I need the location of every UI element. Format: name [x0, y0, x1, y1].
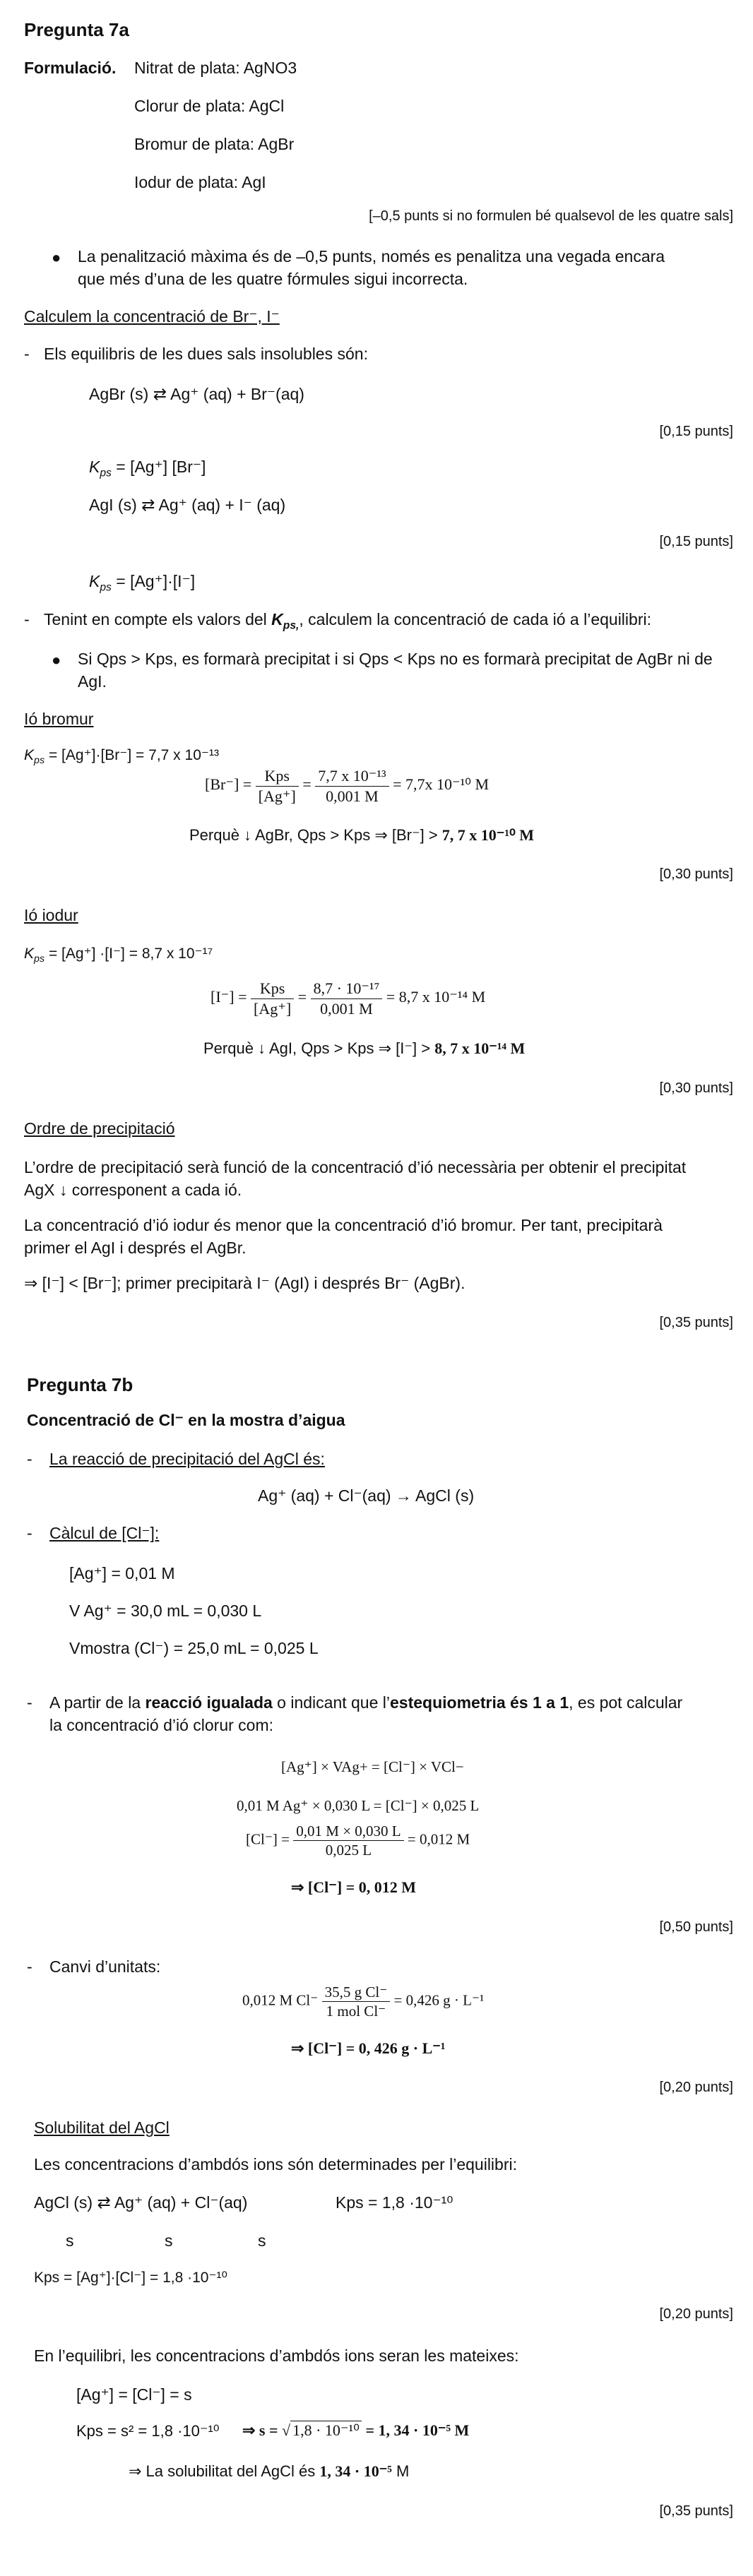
dash-marker: -: [27, 1524, 32, 1542]
order-paragraph-line: primer el AgI i després el AgBr.: [24, 1239, 247, 1257]
subtitle-7b: Concentració de Cl⁻ en la mostra d’aigua: [27, 1411, 345, 1429]
units-heading: Canvi d’unitats:: [49, 1957, 161, 1976]
points-label: [0,35 punts]: [659, 2503, 733, 2519]
order-paragraph-line: La concentració d’ió iodur és menor que la concentració d’ió bromur. Per tant, precipitarà: [24, 1216, 663, 1234]
equilibrium-intro: En l’equilibri, les concentracions d’ambdós ions seran les mateixes:: [34, 2347, 519, 2365]
equation-agi: AgI (s) ⇄ Ag⁺ (aq) + I⁻ (aq): [89, 496, 286, 514]
ag-volume: V Ag⁺ = 30,0 mL = 0,030 L: [69, 1602, 262, 1620]
formula-item: Clorur de plata: AgCl: [134, 97, 285, 115]
units-calculation: 0,012 M Cl⁻ $\frac{\text{35,5 g Cl⁻}}{\text{1 mol Cl⁻}}$ = 0,426 g · L⁻¹: [242, 1984, 485, 2020]
formula-item: Iodur de plata: AgI: [134, 173, 266, 191]
dash-marker: -: [27, 1693, 32, 1712]
section-heading: Solubilitat del AgCl: [34, 2118, 170, 2137]
dash-marker: -: [27, 1957, 32, 1976]
points-label: [0,15 punts]: [659, 424, 733, 439]
kps-agi-expression: $K_{ps} = [Ag^+]\cdot[I^-]$: [89, 572, 196, 594]
s-label: s: [258, 2231, 266, 2250]
q-condition-line: AgI.: [78, 672, 107, 691]
kps-agbr-expression: $K_{ps} = [Ag^+]$ [Br⁻]: [89, 458, 206, 479]
order-conclusion: ⇒ [I⁻] < [Br⁻]; primer precipitarà I⁻ (AgI) i després Br⁻ (AgBr).: [24, 1274, 466, 1292]
br-calculation: [Br⁻] = $\frac{\text{Kps}}{[Ag^+]}$ = $\frac{\text{7,7 x 10⁻¹³}}{0,001 M}$ = 7,7x 10⁻¹⁰ M: [205, 767, 490, 805]
points-label: [0,30 punts]: [659, 866, 733, 882]
penalty-text-line: La penalització màxima és de –0,5 punts, només es penalitza una vegada encara: [78, 247, 665, 266]
points-label: [0,50 punts]: [659, 1919, 733, 1935]
equation-c: [Cl⁻] = $\frac{0,01 M \times 0,030 L}{0,025 L}$ = 0,012 M: [246, 1823, 470, 1859]
section-heading: La reacció de precipitació del AgCl és:: [49, 1450, 325, 1468]
points-label: [0,30 punts]: [659, 1080, 733, 1096]
formula-item: Bromur de plata: AgBr: [134, 135, 295, 153]
equation-agbr: AgBr (s) ⇄ Ag⁺ (aq) + Br⁻(aq): [89, 385, 304, 403]
order-paragraph-line: AgX ↓ corresponent a cada ió.: [24, 1181, 242, 1199]
kps-squared: Kps = s² = 1,8 ·10⁻¹⁰: [76, 2422, 220, 2440]
s-label: s: [165, 2231, 173, 2250]
solubility-conclusion: ⇒ La solubilitat del AgCl és 1, 34 · 10⁻⁵ M: [129, 2462, 410, 2480]
dash-marker: -: [27, 1450, 32, 1468]
order-paragraph-line: L’ordre de precipitació serà funció de la concentració d’ió necessària per obtenir el precipitat: [24, 1158, 687, 1176]
sample-volume: Vmostra (Cl⁻) = 25,0 mL = 0,025 L: [69, 1639, 319, 1657]
equal-concentrations: [Ag⁺] = [Cl⁻] = s: [76, 2385, 192, 2404]
penalty-note: [–0,5 punts si no formulen bé qualsevol de les quatre sals]: [369, 208, 733, 224]
points-label: [0,15 punts]: [659, 534, 733, 549]
precipitation-reaction: Ag⁺ (aq) + Cl⁻(aq) → AgCl (s): [258, 1486, 475, 1505]
section-heading: Ió iodur: [24, 906, 78, 924]
bullet-icon: ●: [52, 651, 61, 669]
dash-marker: -: [24, 610, 30, 628]
solubility-equilibrium: AgCl (s) ⇄ Ag⁺ (aq) + Cl⁻(aq): [34, 2193, 248, 2212]
kps-i-line: $K_{ps} = [Ag^+] \cdot[I^-] = 8,7$ x 10⁻¹⁷: [24, 946, 213, 965]
points-label: [0,20 punts]: [659, 2306, 733, 2322]
title-7a: Pregunta 7a: [24, 19, 129, 40]
solubility-kps-expression: Kps = [Ag⁺]·[Cl⁻] = 1,8 ·10⁻¹⁰: [34, 2270, 227, 2286]
kps-intro: Tenint en compte els valors del $K_{ps,}$, calculem la concentració de cada ió a l’equilibri:: [44, 610, 651, 632]
equation-a: [Ag⁺] × VAg+ = [Cl⁻] × VCl−: [281, 1758, 464, 1775]
equation-b: 0,01 M Ag⁺ × 0,030 L = [Cl⁻] × 0,025 L: [237, 1797, 480, 1814]
dash-marker: -: [24, 345, 30, 363]
points-label: [0,35 punts]: [659, 1315, 733, 1330]
section-heading: Calculem la concentració de Br⁻, I⁻: [24, 307, 280, 326]
section-heading: Càlcul de [Cl⁻]:: [49, 1524, 160, 1542]
br-conclusion: Perquè ↓ AgBr, Qps > Kps ⇒ [Br⁻] > 7, 7 x 10⁻¹⁰ M: [189, 826, 535, 844]
ag-concentration: [Ag⁺] = 0,01 M: [69, 1564, 175, 1582]
solubility-kps-value: Kps = 1,8 ·10⁻¹⁰: [336, 2193, 453, 2212]
title-7b: Pregunta 7b: [27, 1374, 134, 1395]
equation-d: ⇒ [Cl⁻] = 0, 012 M: [291, 1878, 416, 1896]
equilibria-intro: Els equilibris de les dues sals insolubles són:: [44, 345, 368, 363]
kps-br-line: $K_{ps} = [Ag^+]\cdot[Br^-] = 7,7$ x 10⁻¹³: [24, 747, 219, 767]
points-label: [0,20 punts]: [659, 2080, 733, 2095]
i-conclusion: Perquè ↓ AgI, Qps > Kps ⇒ [I⁻] > 8, 7 x 10⁻¹⁴ M: [203, 1039, 526, 1057]
stoichiometry-line: A partir de la reacció igualada o indicant que l’estequiometria és 1 a 1, es pot calcular: [49, 1693, 683, 1712]
bullet-icon: ●: [52, 249, 61, 266]
formula-item: Nitrat de plata: AgNO3: [134, 59, 297, 77]
units-result: ⇒ [Cl⁻] = 0, 426 g · L⁻¹: [291, 2039, 446, 2057]
section-heading: Ordre de precipitació: [24, 1119, 175, 1138]
section-heading: Ió bromur: [24, 710, 94, 728]
q-condition-line: Si Qps > Kps, es formarà precipitat i si Qps < Kps no es formarà precipitat de AgBr ni de: [78, 650, 713, 668]
penalty-text-line: que més d’una de les quatre fórmules sigui incorrecta.: [78, 270, 468, 288]
s-label: s: [66, 2231, 74, 2250]
formulation-label: Formulació.: [24, 59, 117, 77]
s-calculation: ⇒ s = √ 1,8 · 10⁻¹⁰ = 1, 34 · 10⁻⁵ M: [242, 2421, 470, 2439]
solubility-intro: Les concentracions d’ambdós ions són determinades per l’equilibri:: [34, 2155, 517, 2174]
stoichiometry-line: la concentració d’ió clorur com:: [49, 1716, 274, 1734]
i-calculation: [I⁻] = $\frac{\text{Kps}}{[Ag^+]}$ = $\frac{\text{8,7 · 10⁻¹⁷}}{0,001 M}$ = 8,7 x 10⁻¹⁴ M: [211, 979, 486, 1018]
